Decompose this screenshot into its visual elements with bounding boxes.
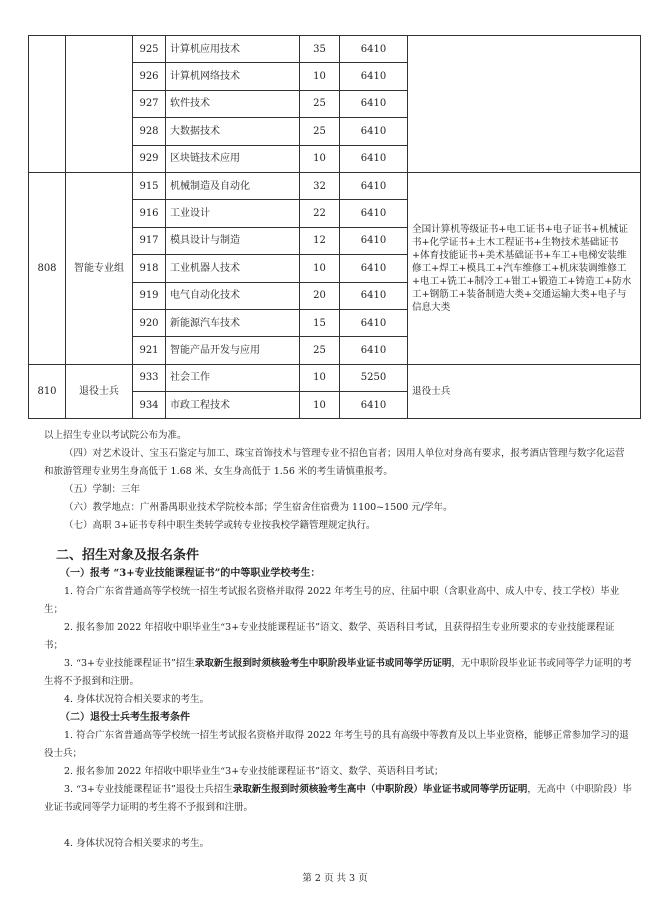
major-code: 921 [133,337,166,364]
plan-count: 25 [300,118,340,145]
note-line: 以上招生专业以考试院公布为准。 [44,430,187,441]
paragraph-text: 3. “3+专业技能课程证书”招生 [64,658,195,669]
plan-count: 32 [300,172,340,199]
major-code: 934 [133,392,166,419]
bold-text: 录取新生报到时须核验考生中职阶段毕业证书或同等学历证明 [194,658,452,669]
major-name: 计算机应用技术 [166,36,300,63]
tuition-fee: 5250 [340,364,408,391]
note-line: （六）教学地点：广州番禺职业技术学院校本部；学生宿舍住宿费为 1100~1500 元/学年。 [64,502,453,513]
major-name: 智能产品开发与应用 [166,337,300,364]
major-code: 919 [133,282,166,309]
major-name: 电气自动化技术 [166,282,300,309]
plan-count: 10 [300,145,340,172]
major-code: 929 [133,145,166,172]
group-name-cell [66,36,133,173]
plan-count: 25 [300,90,340,117]
major-name: 工业机器人技术 [166,255,300,282]
tuition-fee: 6410 [340,227,408,254]
bold-text: 录取新生报到时须核验考生高中（中职阶段）毕业证书或同等学历证明 [232,784,528,795]
plan-count: 35 [300,36,340,63]
paragraph: 4. 身体状况符合相关要求的考生。 [64,694,210,705]
notes-block [44,427,632,853]
paragraph-text: ，无中职阶段毕业证书或同等学力证明的考生将不予报到和注册。 [44,658,632,687]
tuition-fee: 6410 [340,255,408,282]
table-row [29,172,641,199]
tuition-fee: 6410 [340,63,408,90]
major-name: 模具设计与制造 [166,227,300,254]
note-line: （五）学制：三年 [64,484,141,495]
major-code: 918 [133,255,166,282]
major-name: 市政工程技术 [166,392,300,419]
note-line: （四）对艺术设计、宝玉石鉴定与加工、珠宝首饰技术与管理专业不招色盲者；因用人单位对身高有要求，报考酒店管理与数字化运营和旅游管理专业男生身高低于 1.68 米、女生身高低于 1.56 米的考生请慎重报考。 [44,448,625,477]
tuition-fee: 6410 [340,172,408,199]
requirement-cell [408,36,641,173]
paragraph-text: 3. “3+专业技能课程证书”退役士兵招生 [64,784,233,795]
plan-count: 20 [300,282,340,309]
tuition-fee: 6410 [340,309,408,336]
major-name: 机械制造及自动化 [166,172,300,199]
paragraph-text: ，无高中（中职阶段）毕业证书或同等学力证明的考生将不予报到和注册。 [44,784,632,813]
tuition-fee: 6410 [340,282,408,309]
paragraph: 4. 身体状况符合相关要求的考生。 [64,838,210,849]
major-code: 927 [133,90,166,117]
major-code: 928 [133,118,166,145]
plan-count: 10 [300,392,340,419]
tuition-fee: 6410 [340,200,408,227]
group-code-cell: 810 [29,364,66,419]
requirement-cell: 退役士兵 [408,364,641,419]
tuition-fee: 6410 [340,36,408,63]
group-name-cell: 智能专业组 [66,172,133,364]
major-code: 933 [133,364,166,391]
major-code: 917 [133,227,166,254]
paragraph [44,781,632,817]
plan-count: 15 [300,309,340,336]
tuition-fee: 6410 [340,392,408,419]
major-name: 软件技术 [166,90,300,117]
major-code: 920 [133,309,166,336]
major-name: 区块链技术应用 [166,145,300,172]
paragraph: 2. 报名参加 2022 年招收中职毕业生“3+专业技能课程证书”语文、数学、英语科目考试，且获得招生专业所要求的专业技能课程证书； [44,622,615,651]
plan-count: 25 [300,337,340,364]
tuition-fee: 6410 [340,118,408,145]
paragraph: 2. 报名参加 2022 年招收中职毕业生“3+专业技能课程证书”语文、数学、英语科目考试； [64,766,444,777]
major-code: 915 [133,172,166,199]
note-line: （七）高职 3+证书专科中职生类转学或转专业按我校学籍管理规定执行。 [64,520,376,531]
major-name: 社会工作 [166,364,300,391]
plan-count: 10 [300,63,340,90]
major-name: 工业设计 [166,200,300,227]
subsection-heading: （一）报考 “3+专业技能课程证书”的中等职业学校考生： [60,568,321,579]
major-code: 926 [133,63,166,90]
requirement-cell: 全国计算机等级证书+电工证书+电子证书+机械证书+化学证书+土木工程证书+生物技术基础证书+体育技能证书+美术基础证书+车工+电梯安装维修工+焊工+模具工+汽车维修工+机床装调维修工+电工+铣工+制冷工+钳工+锻造工+铸造工+防水工+钢筋工+装备制造大类+交通运输大类+电子与信息大类 [408,172,641,364]
subsection-heading: （二）退役士兵考生报考条件 [60,712,190,723]
group-code-cell: 808 [29,172,66,364]
paragraph [44,655,632,691]
plan-count: 12 [300,227,340,254]
table-row [29,364,641,391]
major-code: 916 [133,200,166,227]
major-name: 新能源汽车技术 [166,309,300,336]
plan-count: 22 [300,200,340,227]
major-name: 计算机网络技术 [166,63,300,90]
tuition-fee: 6410 [340,337,408,364]
group-name-cell: 退役士兵 [66,364,133,419]
paragraph: 1. 符合广东省普通高等学校统一招生考试报名资格并取得 2022 年考生号的具有高级中等教育及以上毕业资格，能够正常参加学习的退役士兵； [44,730,629,759]
paragraph: 1. 符合广东省普通高等学校统一招生考试报名资格并取得 2022 年考生号的应、往届中职（含职业高中、成人中专、技工学校）毕业生； [44,586,620,615]
enrollment-table [28,35,641,419]
major-code: 925 [133,36,166,63]
group-code-cell [29,36,66,173]
plan-count: 10 [300,255,340,282]
tuition-fee: 6410 [340,145,408,172]
tuition-fee: 6410 [340,90,408,117]
page-footer: 第 2 页 共 3 页 [302,873,368,884]
table-row [29,36,641,63]
plan-count: 10 [300,364,340,391]
major-name: 大数据技术 [166,118,300,145]
section-heading: 二、招生对象及报名条件 [56,548,200,563]
